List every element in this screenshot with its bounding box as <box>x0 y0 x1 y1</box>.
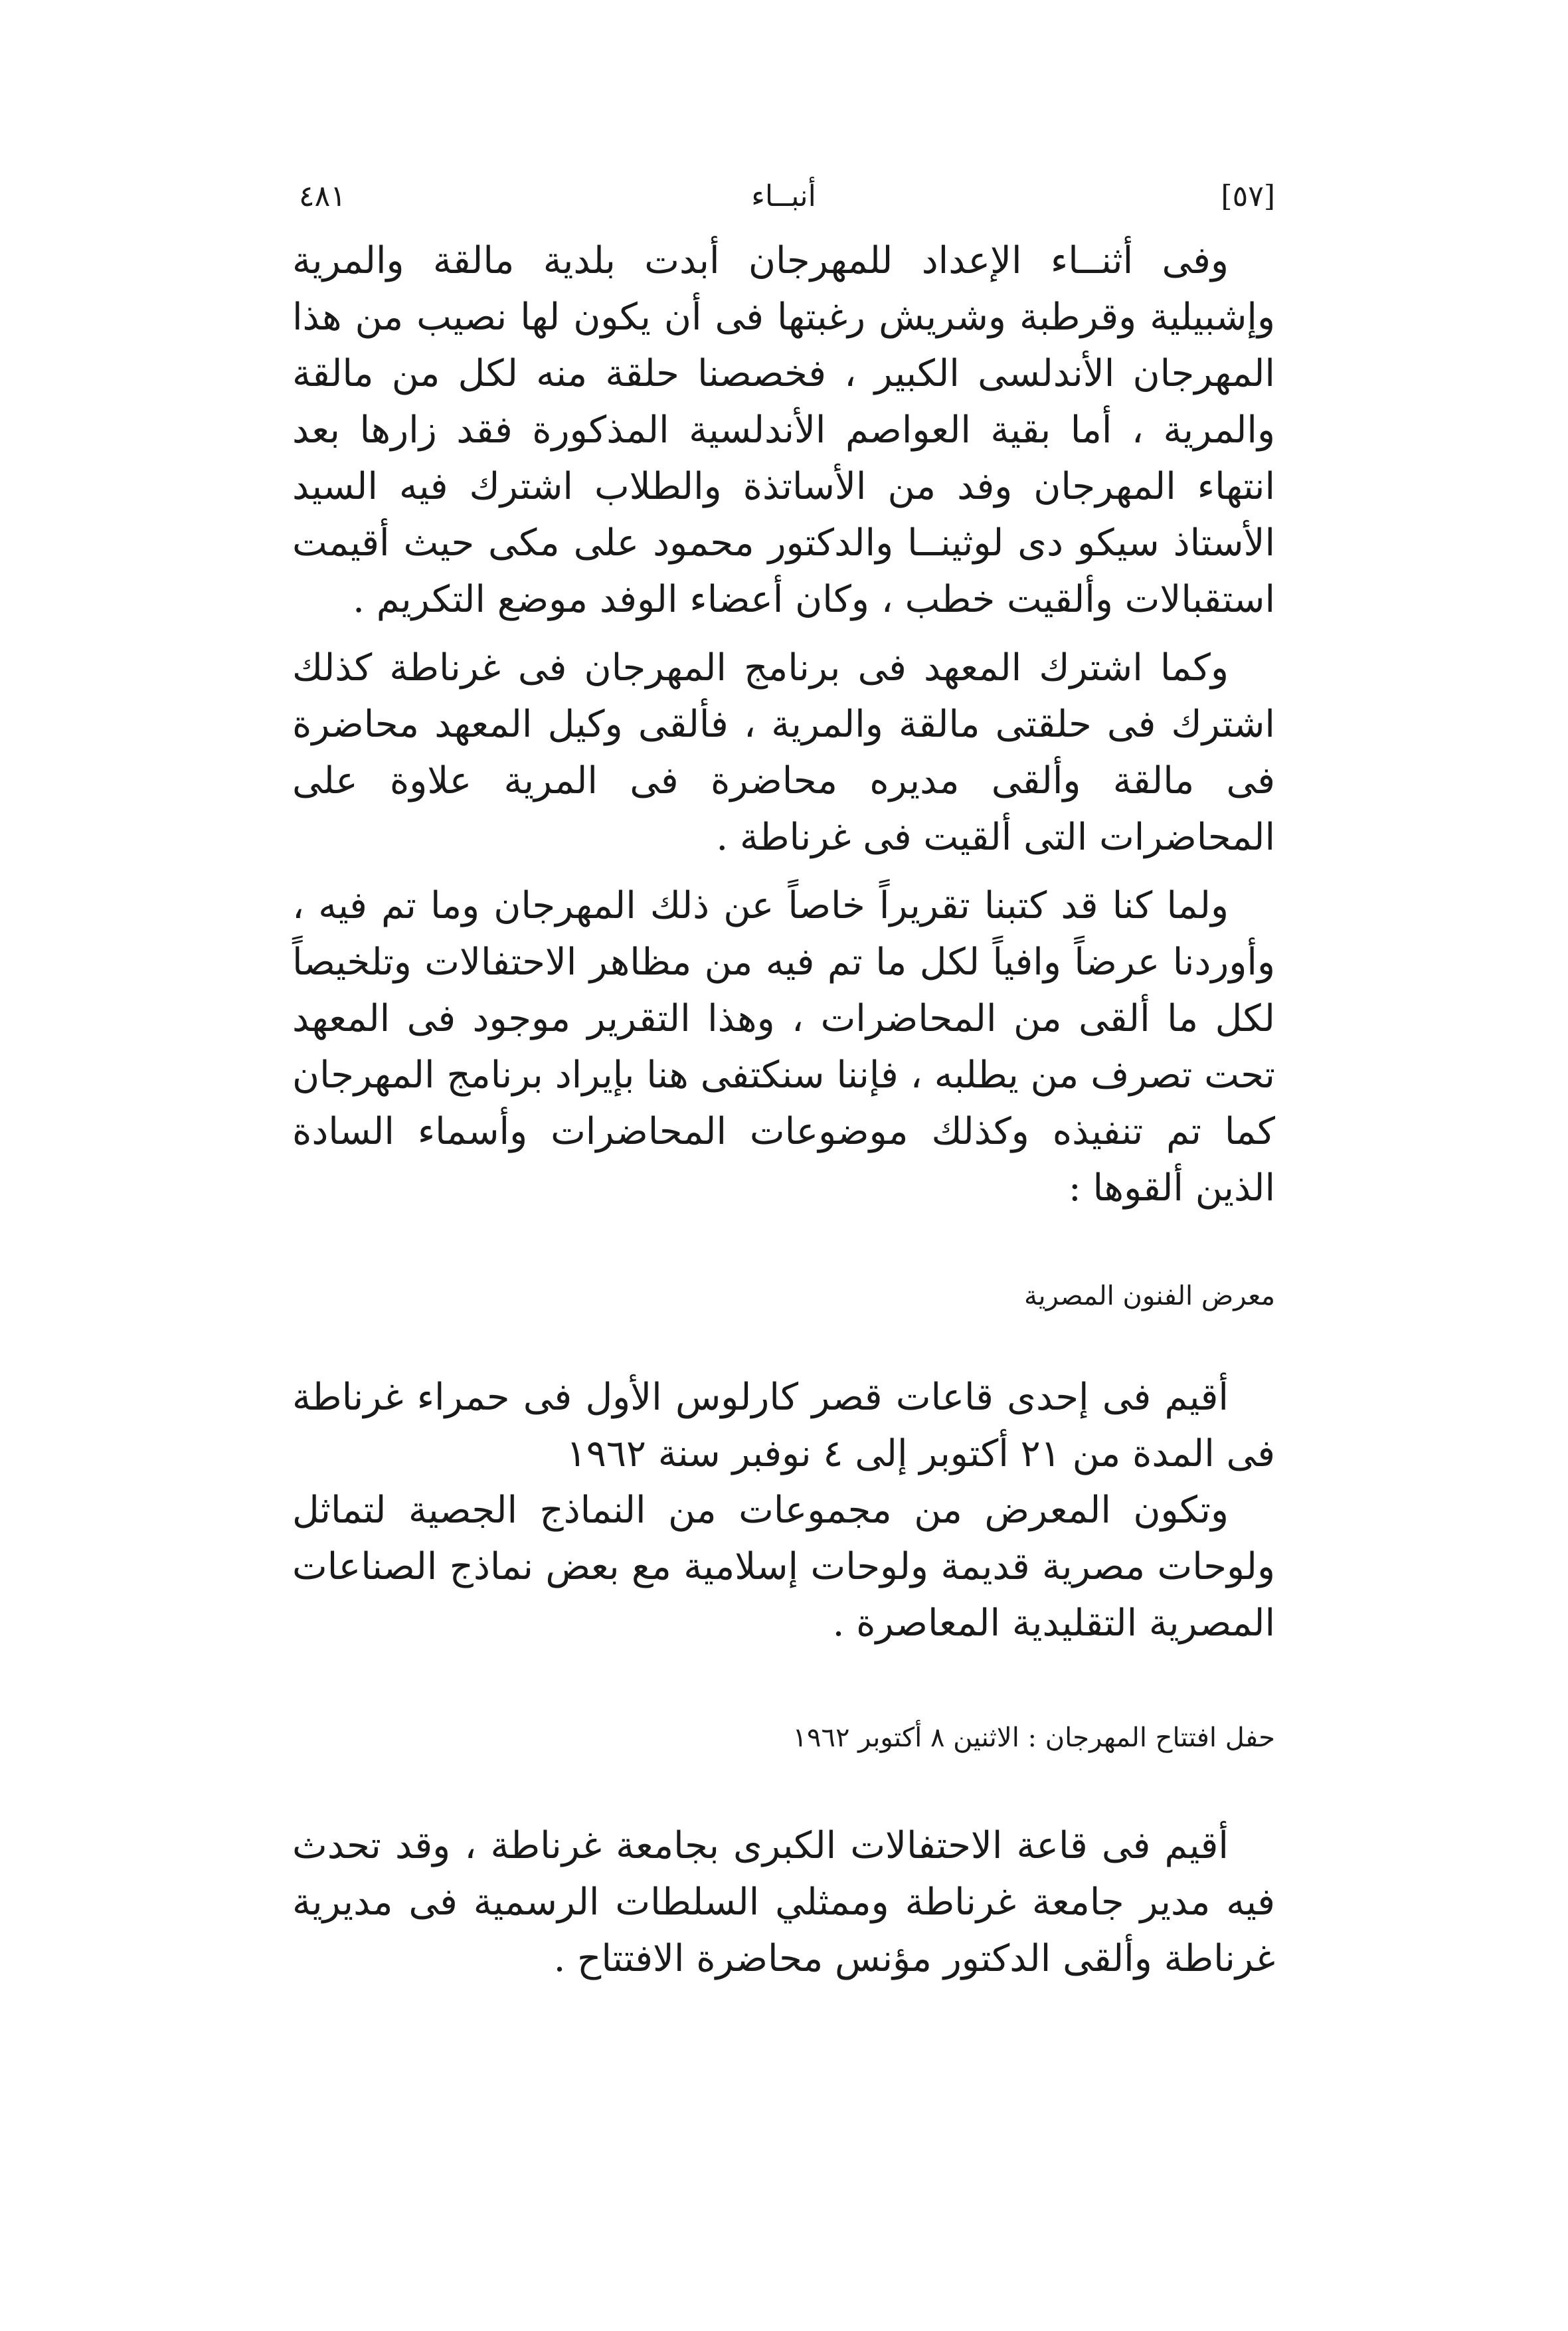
paragraph-institute-participation: وكما اشترك المعهد فى برنامج المهرجان فى غرناطة كذلك اشترك فى حلقتى مالقة والمرية ، فألقى وكيل المعهد محاضرة فى مالقة وألقى مديره محاضرة فى المرية علاوة على المحاضرات التى ألقيت فى غرناطة . <box>292 646 1275 859</box>
paragraph-exhibition-contents: وتكون المعرض من مجموعات من النماذج الجصية لتماثل ولوحات مصرية قديمة ولوحات إسلامية مع بعض نماذج الصناعات المصرية التقليدية المعاصرة . <box>292 1489 1275 1645</box>
opening-heading: حفل افتتاح المهرجان : الاثنين ٨ أكتوبر ١٩٦٢ <box>792 1723 1275 1753</box>
running-header <box>292 179 1275 233</box>
section-number: [٥٧] <box>1221 179 1275 213</box>
document-page <box>292 179 1275 1999</box>
paragraph-opening-ceremony: أقيم فى قاعة الاحتفالات الكبرى بجامعة غرناطة ، وقد تحدث فيه مدير جامعة غرناطة وممثلي السلطات الرسمية فى مديرية غرناطة وألقى الدكتور مؤنس محاضرة الافتتاح . <box>292 1824 1275 1980</box>
page-number: ٤٨١ <box>299 179 346 213</box>
opening-section <box>292 1818 1275 1987</box>
body-text <box>292 233 1275 1216</box>
paragraph-exhibition-venue: أقيم فى إحدى قاعات قصر كارلوس الأول فى حمراء غرناطة فى المدة من ٢١ أكتوبر إلى ٤ نوفبر سنة ١٩٦٢ <box>292 1376 1275 1475</box>
paragraph-festival-preparation: وفى أثنــاء الإعداد للمهرجان أبدت بلدية مالقة والمرية وإشبيلية وقرطبة وشريش رغبتها فى أن يكون لها نصيب من هذا المهرجان الأندلسى الكبير ، فخصصنا حلقة منه لكل من مالقة والمرية ، أما بقية العواصم الأندلسية المذكورة فقد زارها بعد انتهاء المهرجان وفد من الأساتذة والطلاب اشترك فيه السيد الأستاذ سيكو دى لوثينــا والدكتور محمود على مكى حيث أقيمت استقبالات وألقيت خطب ، وكان أعضاء الوفد موضع التكريم . <box>292 239 1275 621</box>
paragraph-report: ولما كنا قد كتبنا تقريراً خاصاً عن ذلك المهرجان وما تم فيه ، وأوردنا عرضاً وافياً لكل ما تم فيه من مظاهر الاحتفالات وتلخيصاً لكل ما ألقى من المحاضرات ، وهذا التقرير موجود فى المعهد تحت تصرف من يطلبه ، فإننا سنكتفى هنا بإيراد برنامج المهرجان كما تم تنفيذه وكذلك موضوعات المحاضرات وأسماء السادة الذين ألقوها : <box>292 884 1275 1210</box>
running-title: أنبــاء <box>751 179 816 213</box>
exhibition-section <box>292 1369 1275 1651</box>
exhibition-heading: معرض الفنون المصرية <box>1024 1281 1275 1311</box>
